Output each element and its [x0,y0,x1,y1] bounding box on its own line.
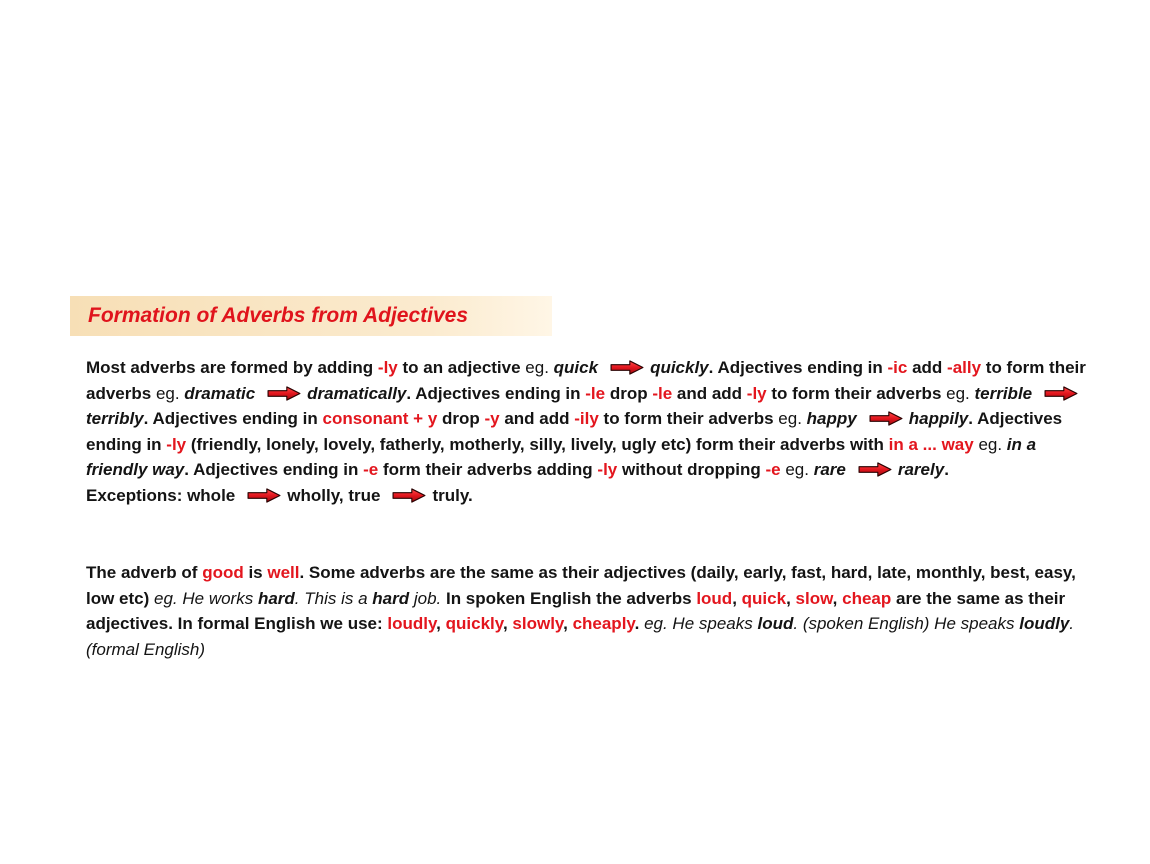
paragraph-adverb-formation [86,355,1086,509]
red-right-arrow-icon [1044,386,1078,401]
highlight-word: loudly [387,614,437,634]
example-word: rare [808,460,846,480]
example-emphasis: hard [257,588,295,608]
suffix-highlight: -ly [377,358,398,377]
example-text: eg. He works [154,588,258,608]
highlight-word: well [267,563,300,582]
highlight-word: good [202,563,244,582]
red-right-arrow-icon [392,488,426,503]
text-run: without dropping [617,460,766,480]
suffix-highlight: in a ... way [888,434,974,454]
text-run: form their adverbs adding [378,460,598,480]
exception-word: truly. [432,485,473,505]
text-run: . Adjectives ending in [708,358,888,377]
example-text: eg. He speaks [644,614,758,634]
highlight-word: cheaply [572,614,635,634]
example-word: terribly [86,409,144,429]
example-emphasis: hard [372,588,410,608]
text-run: In spoken English the adverbs [441,588,697,608]
example-emphasis: loudly [1019,614,1070,634]
example-word: quick [548,358,599,377]
example-word: quickly [650,358,709,377]
red-right-arrow-icon [267,386,301,401]
example-emphasis: loud [757,614,794,634]
example-word: rarely [897,460,945,480]
example-word: happy [801,409,857,429]
text-run: (friendly, lonely, lovely, fatherly, motherly, silly, lively, ugly etc) form their adverbs with [186,434,889,454]
example-phrase: in a friendly way [86,434,1037,480]
example-text: . (formal English) [86,614,1075,659]
highlight-word: slowly [512,614,564,634]
text-run: . Adjectives ending in [406,383,586,403]
text-run: to form their adverbs [86,358,1086,403]
text-run: , [732,588,742,608]
example-text: . This is a [294,588,373,608]
paragraph-irregular-adverbs [86,560,1086,662]
text-run: , [436,614,446,634]
exception-word: wholly, true [287,485,381,505]
exceptions-label: Exceptions: whole [86,485,236,505]
example-text: . (spoken English) He speaks [793,614,1020,634]
suffix-highlight: -ic [887,358,908,377]
text-run: and add [499,409,575,429]
text-run: . [634,614,645,634]
text-run: to an adjective [397,358,526,377]
suffix-highlight: -ily [574,409,599,429]
suffix-highlight: -e [765,460,781,480]
eg-label: eg. [973,434,1003,454]
text-run: , [786,588,796,608]
suffix-highlight: -le [652,383,673,403]
highlight-word: cheap [842,588,892,608]
eg-label: eg. [780,460,809,480]
highlight-word: quick [741,588,787,608]
text-run: drop [605,383,653,403]
text-run: . Adjectives ending in [86,409,1063,454]
example-text: job. [409,588,442,608]
eg-label: eg. [778,409,802,429]
text-run: . [944,460,949,480]
text-run: , [502,614,513,634]
highlight-word: loud [696,588,733,608]
eg-label: eg. [155,383,180,403]
title-band [70,296,552,336]
text-run: is [243,563,268,582]
example-word: happily [908,409,969,429]
text-run: . Adjectives ending in [184,460,364,480]
text-run: , [563,614,573,634]
text-run: Most adverbs are formed by adding [86,358,378,377]
suffix-highlight: -ly [746,383,767,403]
text-run: . Some adverbs are the same as their adjectives (daily, early, fast, hard, late, monthly, best, easy, low etc) [86,563,1076,608]
example-word: dramatic [179,383,256,403]
red-right-arrow-icon [247,488,281,503]
text-run: and add [672,383,747,403]
text-run: add [907,358,948,377]
text-run: , [832,588,843,608]
red-right-arrow-icon [858,462,892,477]
suffix-highlight: -e [363,460,379,480]
text-run: to form their adverbs [598,409,779,429]
text-run: The adverb of [86,563,203,582]
example-word: dramatically [307,383,407,403]
suffix-highlight: -ly [166,434,187,454]
suffix-highlight: -y [484,409,500,429]
text-run: drop [437,409,485,429]
suffix-highlight: -ly [597,460,618,480]
suffix-highlight: consonant + y [322,409,438,429]
example-word: terrible [969,383,1033,403]
red-right-arrow-icon [610,360,644,375]
eg-label: eg. [946,383,970,403]
red-right-arrow-icon [869,411,903,426]
suffix-highlight: -ally [947,358,982,377]
page-title: Formation of Adverbs from Adjectives [88,304,469,327]
text-run: . Adjectives ending in [143,409,323,429]
suffix-highlight: -le [585,383,606,403]
text-run: to form their adverbs [766,383,947,403]
highlight-word: quickly [445,614,503,634]
eg-label: eg. [525,358,549,377]
highlight-word: slow [795,588,833,608]
text-run: are the same as their adjectives. In formal English we use: [86,588,1066,634]
